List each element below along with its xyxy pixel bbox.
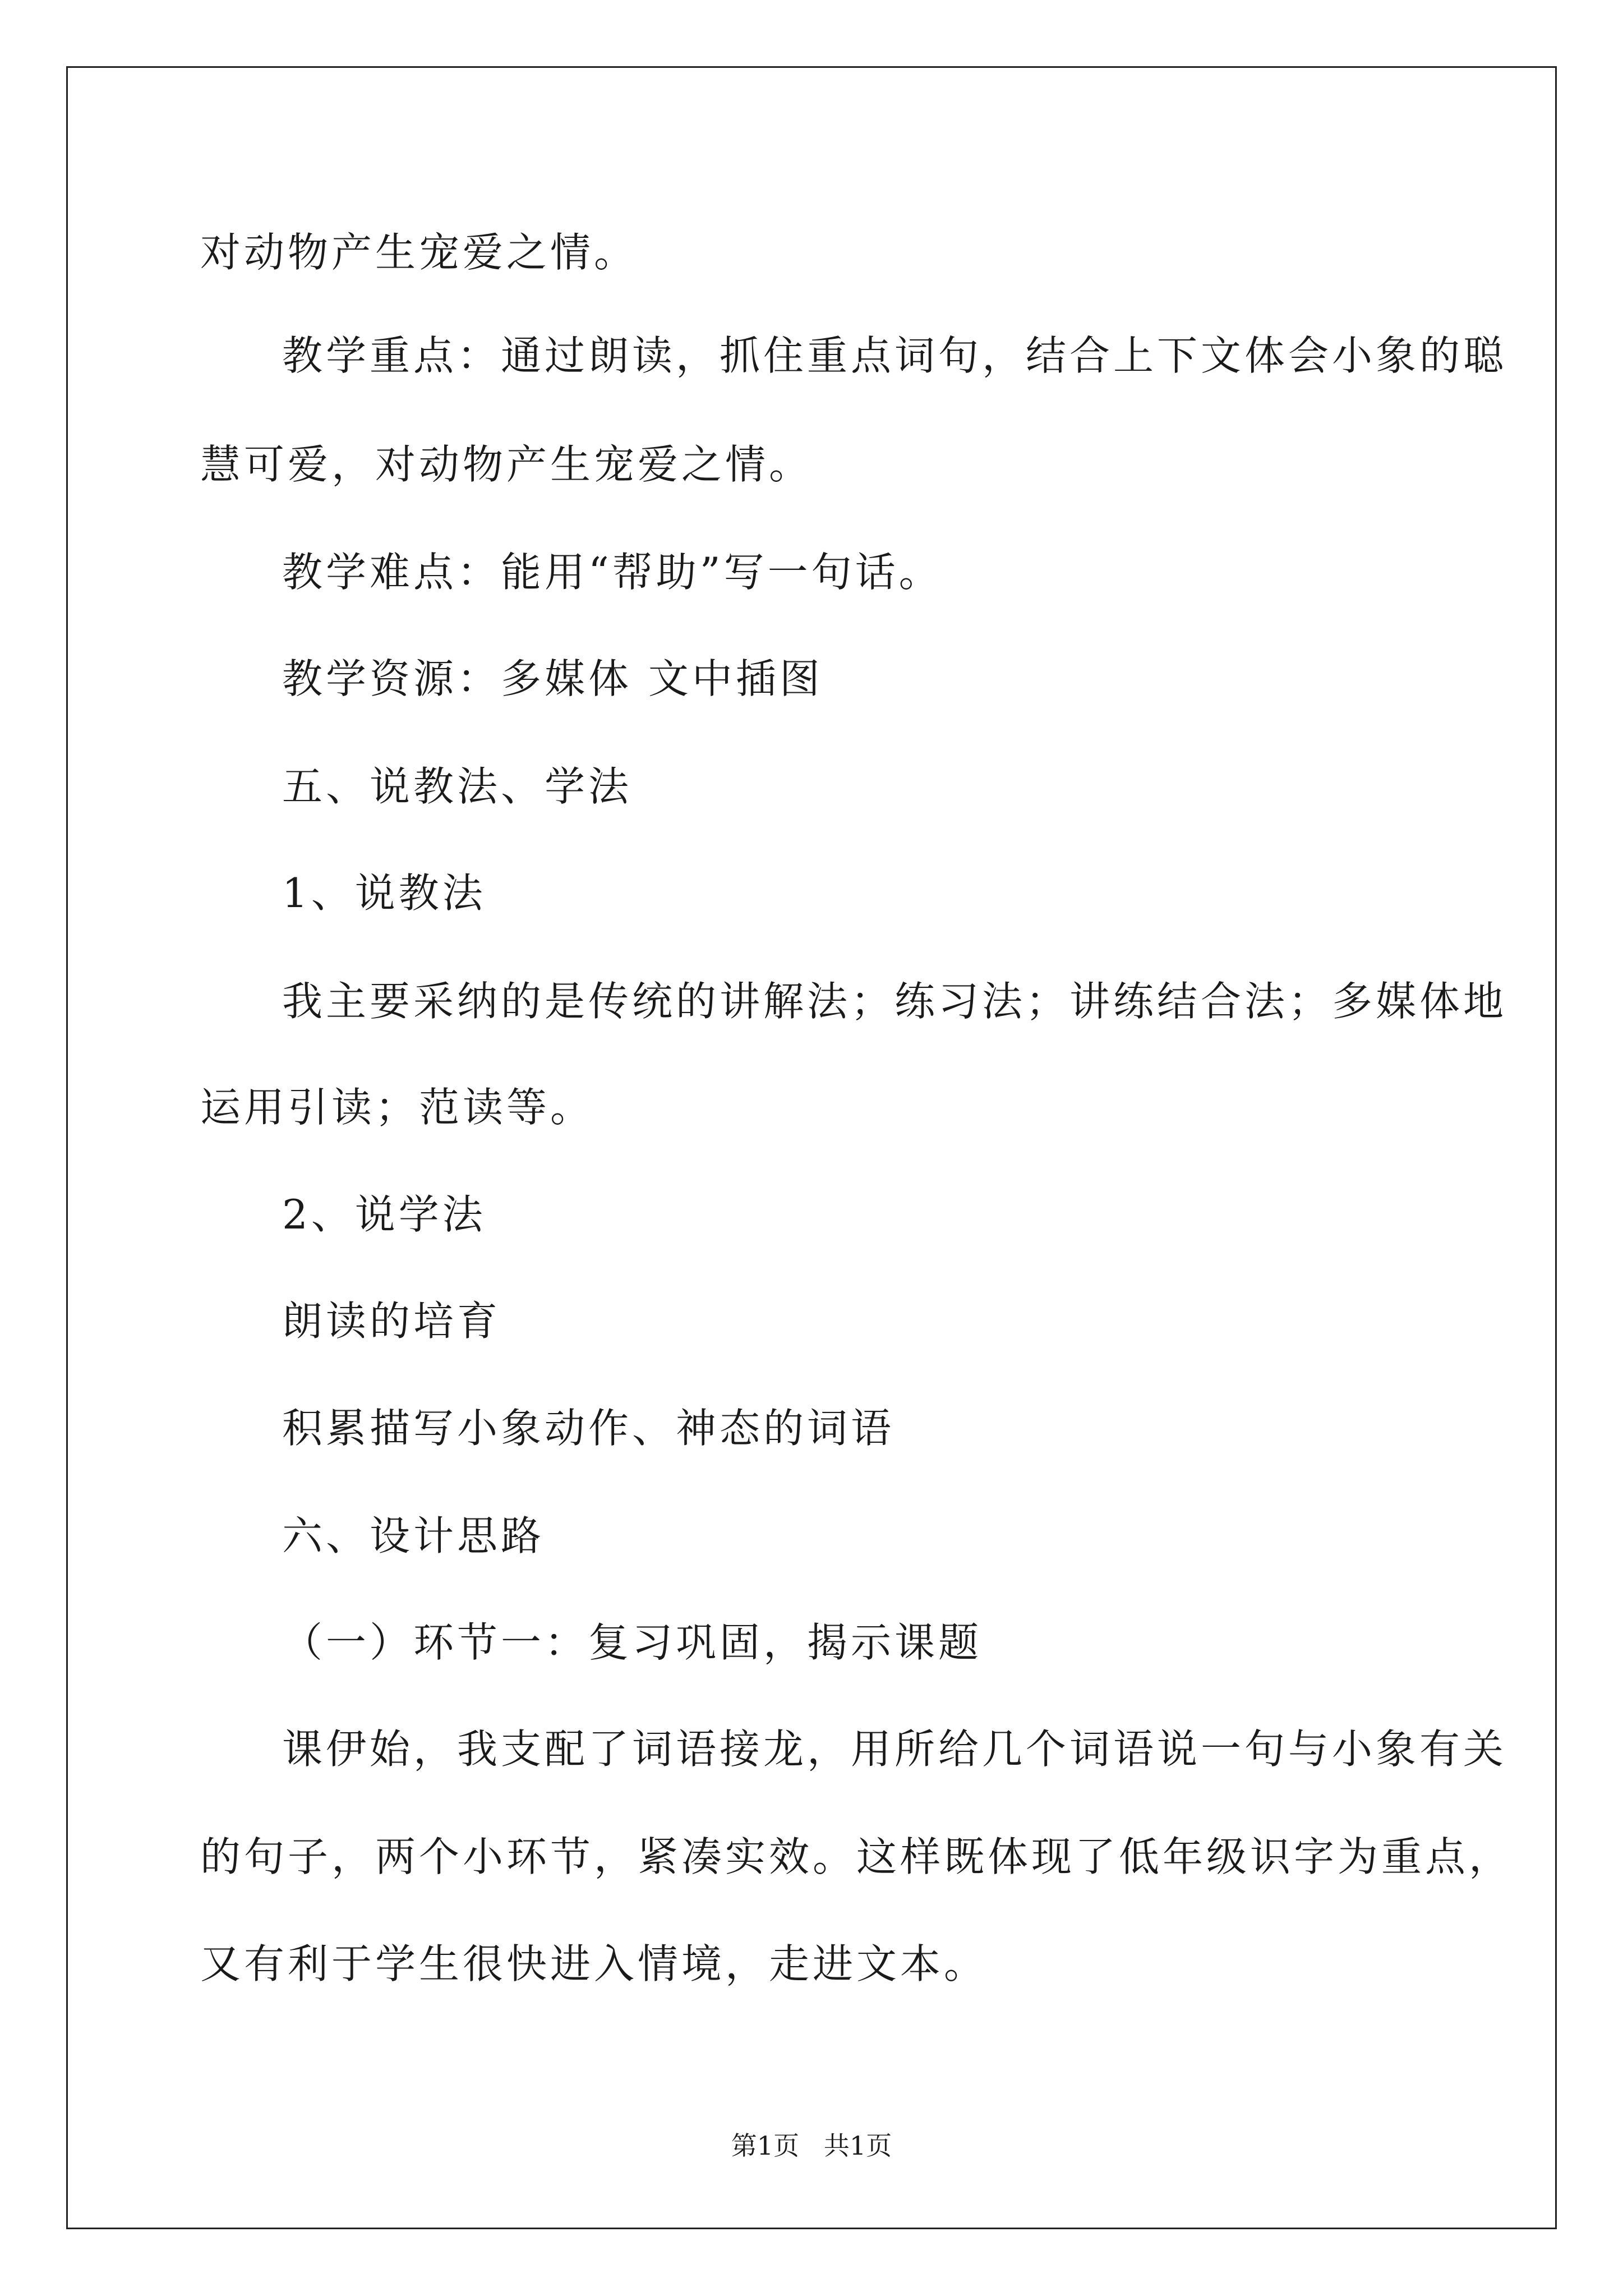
text-line: 课伊始，我支配了词语接龙，用所给几个词语说一句与小象有关 (282, 1726, 1507, 1773)
text-line: 教学重点：通过朗读，抓住重点词句，结合上下文体会小象的聪 (282, 332, 1507, 379)
text-line: 又有利于学生很快进入情境，走进文本。 (200, 1940, 988, 1987)
text-line: 朗读的培育 (282, 1297, 501, 1345)
subsection-heading: （一）环节一：复习巩固，揭示课题 (282, 1619, 983, 1666)
text-line: 教学难点：能用“帮助”写一句话。 (282, 549, 943, 596)
text-line: 积累描写小象动作、神态的词语 (282, 1405, 895, 1452)
text-line: 对动物产生宠爱之情。 (200, 229, 638, 276)
section-heading: 五、说教法、学法 (282, 763, 633, 810)
subsection-heading: 2、说学法 (282, 1191, 486, 1238)
text-line: 我主要采纳的是传统的讲解法；练习法；讲练结合法；多媒体地 (282, 978, 1507, 1025)
page-border (66, 66, 1557, 2229)
page-footer: 第1页 共1页 (731, 2131, 892, 2161)
text-line: 教学资源：多媒体 文中插图 (282, 655, 823, 702)
text-line: 的句子，两个小环节，紧凑实效。这样既体现了低年级识字为重点， (200, 1833, 1513, 1880)
subsection-heading: 1、说教法 (282, 869, 486, 917)
text-line: 运用引读；范读等。 (200, 1084, 594, 1131)
text-line: 慧可爱，对动物产生宠爱之情。 (200, 441, 813, 488)
section-heading: 六、设计思路 (282, 1512, 545, 1559)
